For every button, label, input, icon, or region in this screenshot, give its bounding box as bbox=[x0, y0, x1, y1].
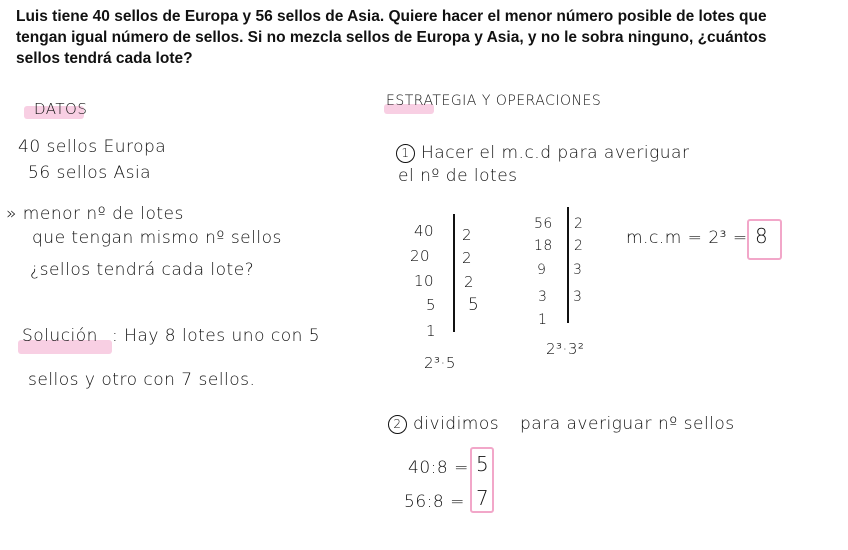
problem-line-3: sellos tendrá cada lote? bbox=[16, 50, 193, 67]
decomp-40-result: 2³·5 bbox=[424, 354, 456, 372]
datos-line-asia: 56 sellos Asia bbox=[28, 163, 152, 183]
datos-heading: DATOS bbox=[34, 100, 88, 118]
question-line-2: que tengan mismo nº sellos bbox=[32, 228, 282, 248]
decomp-56-left-1: 18 bbox=[534, 238, 553, 254]
mcm-expression: m.c.m = 2³ = bbox=[626, 228, 748, 248]
decomp-40-right-3: 5 bbox=[468, 295, 480, 315]
decomp-56-divider bbox=[567, 207, 569, 323]
problem-line-2: tengan igual número de sellos. Si no mezcla sellos de Europa y Asia, y no le sobra ninguno, ¿cuántos bbox=[16, 29, 767, 46]
decomp-40-left-4: 1 bbox=[426, 322, 437, 340]
solucion-label: Solución bbox=[22, 326, 98, 346]
step-1-text: Hacer el m.c.d para averiguar bbox=[421, 143, 690, 163]
division-2-value: 7 bbox=[476, 486, 490, 510]
question-line-1: » menor nº de lotes bbox=[6, 204, 184, 224]
decomp-56-result: 2³·3² bbox=[546, 340, 585, 358]
decomp-56-right-3: 3 bbox=[573, 289, 583, 305]
estrategia-heading: ESTRATEGIA Y OPERACIONES bbox=[386, 93, 602, 109]
solucion-text-1: : Hay 8 lotes uno con 5 bbox=[112, 326, 321, 346]
step-2-text: dividimos bbox=[413, 414, 500, 434]
decomp-40-divider bbox=[453, 214, 455, 332]
decomp-56-left-3: 3 bbox=[538, 289, 548, 305]
problem-line-1: Luis tiene 40 sellos de Europa y 56 sellos de Asia. Quiere hacer el menor número posible de lotes que bbox=[16, 8, 767, 25]
decomp-56-right-2: 3 bbox=[573, 262, 583, 278]
decomp-56-right-1: 2 bbox=[574, 238, 584, 254]
datos-line-europa: 40 sellos Europa bbox=[18, 137, 167, 157]
division-1-value: 5 bbox=[476, 452, 490, 476]
decomp-56-right-0: 2 bbox=[574, 216, 584, 232]
decomp-40-right-0: 2 bbox=[462, 226, 473, 244]
decomp-40-left-2: 10 bbox=[414, 272, 435, 290]
step-1-line-2: el nº de lotes bbox=[398, 166, 518, 186]
mcm-value: 8 bbox=[755, 224, 769, 248]
decomp-40-left-3: 5 bbox=[426, 296, 437, 314]
decomp-40-left-1: 20 bbox=[410, 247, 431, 265]
step-1-line-1 bbox=[396, 143, 689, 163]
question-line-3: ¿sellos tendrá cada lote? bbox=[30, 260, 255, 280]
decomp-56-left-4: 1 bbox=[538, 312, 548, 328]
problem-statement bbox=[16, 6, 816, 69]
solucion-text-2: sellos y otro con 7 sellos. bbox=[28, 370, 256, 390]
step-2-text-b: para averiguar nº sellos bbox=[520, 414, 735, 434]
decomp-56-left-2: 9 bbox=[537, 262, 547, 278]
decomp-56-left-0: 56 bbox=[534, 216, 553, 232]
decomp-40-right-1: 2 bbox=[462, 249, 473, 267]
division-1-expression: 40:8 = bbox=[408, 458, 469, 478]
step-2-line bbox=[388, 414, 499, 434]
step-1-number: 1 bbox=[396, 144, 415, 163]
decomp-40-left-0: 40 bbox=[414, 222, 435, 240]
step-2-number: 2 bbox=[388, 415, 407, 434]
decomp-40-right-2: 2 bbox=[464, 273, 475, 291]
division-2-expression: 56:8 = bbox=[404, 492, 465, 512]
